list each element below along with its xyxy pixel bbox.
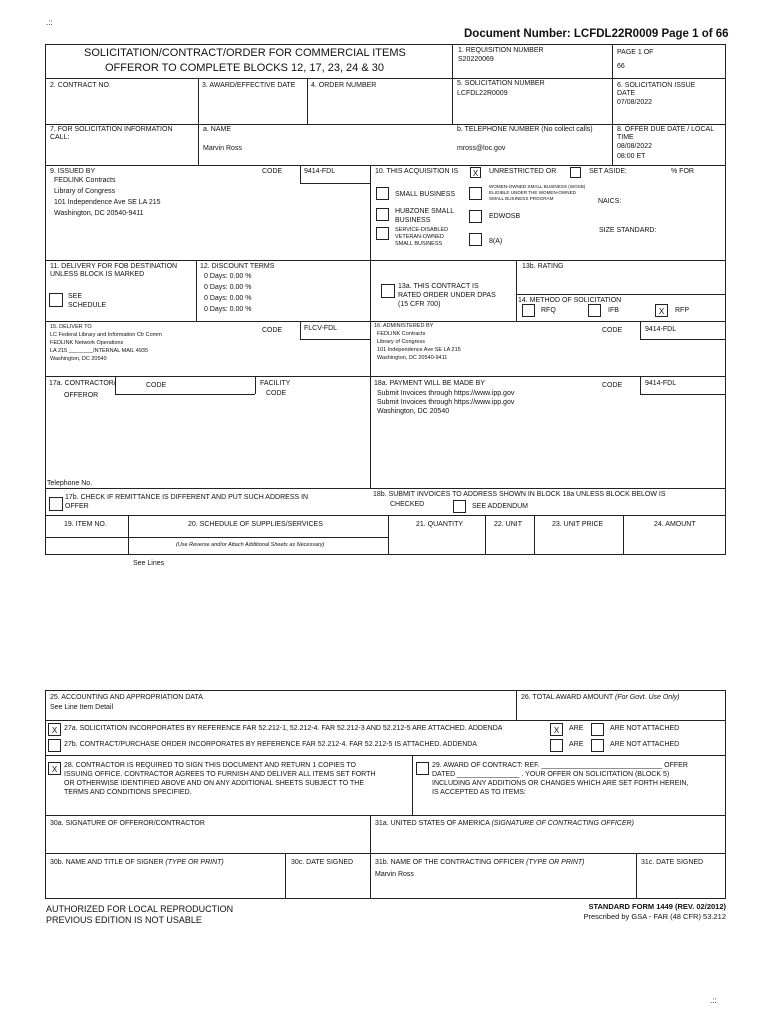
solicitation-number-label: 5. SOLICITATION NUMBER <box>457 80 545 87</box>
sdvosb-label2: VETERAN-OWNED <box>395 234 444 240</box>
edwosb-label: EDWOSB <box>489 213 521 220</box>
contractor-label2: OFFEROR <box>64 392 99 399</box>
column-unit: 22. UNIT <box>494 521 523 528</box>
administered-by-line: Library of Congress <box>377 339 425 345</box>
requisition-number-value: S20220069 <box>458 56 494 63</box>
issued-by-code-label: CODE <box>262 168 283 175</box>
deliver-to-code-label: CODE <box>262 327 283 334</box>
sdvosb-label: SERVICE-DISABLED <box>395 227 449 233</box>
contractor-label: 17a. CONTRACTOR/ <box>49 380 116 387</box>
contractor-sign-line: ISSUING OFFICE. CONTRACTOR AGREES TO FURNISH AND DELIVER ALL ITEMS SET FORTH <box>64 771 376 778</box>
issued-by-label: 9. ISSUED BY <box>50 168 96 175</box>
rated-order-line2: RATED ORDER UNDER DPAS <box>398 292 496 299</box>
see-schedule-label2: SCHEDULE <box>68 302 107 309</box>
deliver-to-line: FEDLINK Network Operations <box>50 340 124 346</box>
award-of-contract-line: INCLUDING ANY ADDITIONS OR CHANGES WHICH ARE SET FORTH HEREIN, <box>432 780 689 787</box>
method-solicitation-label: 14. METHOD OF SOLICITATION <box>518 297 622 304</box>
see-addendum-checkbox[interactable] <box>453 500 466 513</box>
issue-date-label: 6. SOLICITATION ISSUE <box>617 82 696 89</box>
sdvosb-label3: SMALL BUSINESS <box>395 241 443 247</box>
facility-code-label2: CODE <box>266 390 287 397</box>
eight-a-checkbox[interactable] <box>469 233 482 246</box>
discount-term: 0 Days: 0.00 % <box>204 306 252 313</box>
wosb-label3: SMALL BUSINESS PROGRAM <box>489 196 554 201</box>
solicitation-incorporates-text: 27a. SOLICITATION INCORPORATES BY REFERENCE FAR 52.212-1, 52.212-4. FAR 52.212-3 AND 52.212-5 ARE ATTACHED. ADDENDA <box>64 725 503 732</box>
see-schedule-checkbox[interactable] <box>49 293 63 307</box>
offer-due-label2: TIME <box>617 134 634 141</box>
set-aside-label: SET ASIDE: <box>589 168 627 175</box>
accounting-data-label: 25. ACCOUNTING AND APPROPRIATION DATA <box>50 694 203 701</box>
submit-invoices-line1: 18b. SUBMIT INVOICES TO ADDRESS SHOWN IN BLOCK 18a UNLESS BLOCK BELOW IS <box>373 491 666 498</box>
payment-line: Washington, DC 20540 <box>377 408 450 415</box>
issued-by-code-value: 9414-FDL <box>304 168 336 175</box>
solicitation-info-label2: CALL: <box>50 134 70 141</box>
total-award-label: 26. TOTAL AWARD AMOUNT (For Govt. Use Only) <box>521 694 680 701</box>
contracting-officer-value: Marvin Ross <box>375 871 414 878</box>
administered-by-line: Washington, DC 20540-9411 <box>377 355 448 361</box>
rated-order-line3: (15 CFR 700) <box>398 301 441 308</box>
discount-term: 0 Days: 0.00 % <box>204 295 252 302</box>
addenda-are-label: ARE <box>569 725 584 732</box>
ifb-label: IFB <box>608 307 619 314</box>
rated-order-checkbox[interactable] <box>381 284 395 298</box>
rated-order-line1: 13a. THIS CONTRACT IS <box>398 283 479 290</box>
eight-a-label: 8(A) <box>489 238 503 245</box>
rating-label: 13b. RATING <box>522 263 564 270</box>
offer-due-date: 08/08/2022 <box>617 143 653 150</box>
footer-reproduction: AUTHORIZED FOR LOCAL REPRODUCTION <box>46 904 234 914</box>
administered-by-line: 101 Independence Ave SE LA 215 <box>377 347 461 353</box>
delivery-fob-label2: UNLESS BLOCK IS MARKED <box>50 271 145 278</box>
page-of-value: 66 <box>617 63 625 70</box>
deliver-to-line: LA 215 ________INTERNAL MAIL 4935 <box>50 348 149 354</box>
corner-mark-top: .:: <box>46 18 53 27</box>
administered-by-label: 16. ADMINISTERED BY <box>374 323 434 329</box>
offeror-signature-label: 30a. SIGNATURE OF OFFEROR/CONTRACTOR <box>50 820 205 827</box>
payment-code-value: 9414-FDL <box>645 380 677 387</box>
naics-label: NAICS: <box>598 198 622 205</box>
contractor-sign-line: OR OTHERWISE IDENTIFIED ABOVE AND ON ANY ADDITIONAL SHEETS SUBJECT TO THE <box>64 780 365 787</box>
see-lines-text: See Lines <box>133 560 165 567</box>
column-quantity: 21. QUANTITY <box>416 521 464 528</box>
issue-date-value: 07/08/2022 <box>617 99 653 106</box>
footer-previous-edition: PREVIOUS EDITION IS NOT USABLE <box>46 915 202 925</box>
requisition-number-label: 1. REQUISITION NUMBER <box>458 47 544 54</box>
issued-by-line: FEDLINK Contracts <box>54 177 116 184</box>
payment-line: Submit Invoices through https://www.ipp.gov <box>377 399 515 406</box>
contract-addenda-are-checkbox[interactable] <box>550 739 563 752</box>
administered-by-code-label: CODE <box>602 327 623 334</box>
facility-code-label: FACILITY <box>260 380 291 387</box>
footer-prescribed-by: Prescribed by GSA - FAR (48 CFR) 53.212 <box>583 912 726 921</box>
date-signed-31c-label: 31c. DATE SIGNED <box>641 859 704 866</box>
size-standard-label: SIZE STANDARD: <box>599 227 657 234</box>
accounting-data-value: See Line Item Detail <box>50 704 114 711</box>
footer-standard-form: STANDARD FORM 1449 (REV. 02/2012) <box>588 902 726 911</box>
hubzone-checkbox[interactable] <box>376 208 389 221</box>
form-title-line2: OFFEROR TO COMPLETE BLOCKS 12, 17, 23, 24 & 30 <box>105 62 384 74</box>
wosb-checkbox[interactable] <box>469 187 482 200</box>
date-signed-30c-label: 30c. DATE SIGNED <box>291 859 354 866</box>
telephone-no-label: Telephone No. <box>47 480 93 487</box>
order-number-label: 4. ORDER NUMBER <box>311 82 377 89</box>
offer-due-time: 08:00 ET <box>617 153 646 160</box>
addenda-are-checkbox[interactable]: X <box>550 723 563 736</box>
solicitation-incorporates-checkbox[interactable]: X <box>48 723 61 736</box>
award-of-contract-line: 29. AWARD OF CONTRACT: REF. _______________________________ OFFER <box>432 762 688 769</box>
issued-by-line: 101 Independence Ave SE LA 215 <box>54 199 161 206</box>
issued-by-line: Library of Congress <box>54 188 116 195</box>
administered-by-line: FEDLINK Contracts <box>377 331 426 337</box>
reverse-sheets-note: (Use Reverse and/or Attach Additional Sheets as Necessary) <box>176 542 325 548</box>
set-aside-checkbox[interactable] <box>570 167 581 178</box>
page-of-label: PAGE 1 OF <box>617 49 654 56</box>
contract-incorporates-text: 27b. CONTRACT/PURCHASE ORDER INCORPORATES BY REFERENCE FAR 52.212-4. FAR 52.212-5 IS ATTACHED. ADDENDA <box>64 741 477 748</box>
form-title-line1: SOLICITATION/CONTRACT/ORDER FOR COMMERCIAL ITEMS <box>84 47 406 59</box>
contract-addenda-not-attached-label: ARE NOT ATTACHED <box>610 741 680 748</box>
document-number-header: Document Number: LCFDL22R0009 Page 1 of 66 <box>464 28 729 40</box>
rfq-label: RFQ <box>541 307 556 314</box>
hubzone-label: HUBZONE SMALL <box>395 208 455 215</box>
contract-addenda-are-label: ARE <box>569 741 584 748</box>
ifb-checkbox[interactable] <box>588 304 601 317</box>
addenda-not-attached-label: ARE NOT ATTACHED <box>610 725 680 732</box>
award-of-contract-line: DATED ________________ . YOUR OFFER ON SOLICITATION (BLOCK 5) <box>432 771 670 778</box>
wosb-label: WOMEN-OWNED SMALL BUSINESS (WOSB) <box>489 184 586 189</box>
contracting-officer-label: 31b. NAME OF THE CONTRACTING OFFICER (TYPE OR PRINT) <box>375 859 585 866</box>
offer-due-label: 8. OFFER DUE DATE / LOCAL <box>617 126 715 133</box>
contract-incorporates-checkbox[interactable] <box>48 739 61 752</box>
contractor-code-label: CODE <box>146 382 167 389</box>
administered-by-code-value: 9414-FDL <box>645 326 677 333</box>
deliver-to-line: LC Federal Library and Information Ctr Comm <box>50 332 162 338</box>
usa-signature-label: 31a. UNITED STATES OF AMERICA (SIGNATURE OF CONTRACTING OFFICER) <box>375 820 634 827</box>
award-of-contract-line: IS ACCEPTED AS TO ITEMS: <box>432 789 526 796</box>
payment-code-label: CODE <box>602 382 623 389</box>
payment-by-label: 18a. PAYMENT WILL BE MADE BY <box>374 380 485 387</box>
solicitation-info-label: 7. FOR SOLICITATION INFORMATION <box>50 126 173 133</box>
contractor-sign-checkbox[interactable]: X <box>48 762 61 775</box>
unrestricted-label: UNRESTRICTED OR <box>489 168 557 175</box>
see-addendum-label: SEE ADDENDUM <box>472 503 529 510</box>
telephone-label: b. TELEPHONE NUMBER (No collect calls) <box>457 126 593 133</box>
sdvosb-checkbox[interactable] <box>376 227 389 240</box>
deliver-to-label: 15. DELIVER TO <box>50 324 92 330</box>
edwosb-checkbox[interactable] <box>469 210 482 223</box>
contract-addenda-not-attached-checkbox[interactable] <box>591 739 604 752</box>
deliver-to-code-value: FLCV-FDL <box>304 325 338 332</box>
contact-name-value: Marvin Ross <box>203 145 242 152</box>
small-business-label: SMALL BUSINESS <box>395 191 456 198</box>
contractor-sign-line: 28. CONTRACTOR IS REQUIRED TO SIGN THIS DOCUMENT AND RETURN 1 COPIES TO <box>64 762 356 769</box>
solicitation-number-value: LCFDL22R0009 <box>457 90 508 97</box>
acquisition-label: 10. THIS ACQUISITION IS <box>375 168 459 175</box>
column-amount: 24. AMOUNT <box>654 521 696 528</box>
telephone-value: mross@loc.gov <box>457 145 506 152</box>
contract-no-label: 2. CONTRACT NO. <box>50 82 111 89</box>
corner-mark-bottom: .:: <box>710 996 717 1005</box>
payment-line: Submit Invoices through https://www.ipp.gov <box>377 390 515 397</box>
contractor-sign-line: TERMS AND CONDITIONS SPECIFIED. <box>64 789 192 796</box>
see-schedule-label: SEE <box>68 293 83 300</box>
issued-by-line: Washington, DC 20540-9411 <box>54 210 144 217</box>
discount-terms-label: 12. DISCOUNT TERMS <box>200 263 275 270</box>
column-unit-price: 23. UNIT PRICE <box>552 521 604 528</box>
small-business-checkbox[interactable] <box>376 187 389 200</box>
delivery-fob-label: 11. DELIVERY FOR FOB DESTINATION <box>50 263 178 270</box>
contact-name-label: a. NAME <box>203 126 232 133</box>
rfq-checkbox[interactable] <box>522 304 535 317</box>
percent-for-label: % FOR <box>671 168 694 175</box>
wosb-label2: ELIGIBLE UNDER THE WOMEN-OWNED <box>489 190 576 195</box>
remittance-line1: 17b. CHECK IF REMITTANCE IS DIFFERENT AND PUT SUCH ADDRESS IN <box>65 494 309 501</box>
signer-name-label: 30b. NAME AND TITLE OF SIGNER (TYPE OR PRINT) <box>50 859 224 866</box>
remittance-line2: OFFER <box>65 503 89 510</box>
award-date-label: 3. AWARD/EFFECTIVE DATE <box>202 82 296 89</box>
award-of-contract-checkbox[interactable] <box>416 762 429 775</box>
hubzone-label2: BUSINESS <box>395 217 431 224</box>
column-item-no: 19. ITEM NO. <box>64 521 107 528</box>
deliver-to-line: Washington, DC 20540 <box>50 356 107 362</box>
addenda-not-attached-checkbox[interactable] <box>591 723 604 736</box>
column-schedule: 20. SCHEDULE OF SUPPLIES/SERVICES <box>188 521 323 528</box>
rfp-label: RFP <box>675 307 689 314</box>
discount-term: 0 Days: 0.00 % <box>204 284 252 291</box>
rfp-checkbox[interactable]: X <box>655 304 668 317</box>
remittance-checkbox[interactable] <box>49 497 63 511</box>
discount-term: 0 Days: 0.00 % <box>204 273 252 280</box>
submit-invoices-checked: CHECKED <box>390 501 425 508</box>
unrestricted-checkbox[interactable]: X <box>470 167 481 178</box>
issue-date-label2: DATE <box>617 90 636 97</box>
